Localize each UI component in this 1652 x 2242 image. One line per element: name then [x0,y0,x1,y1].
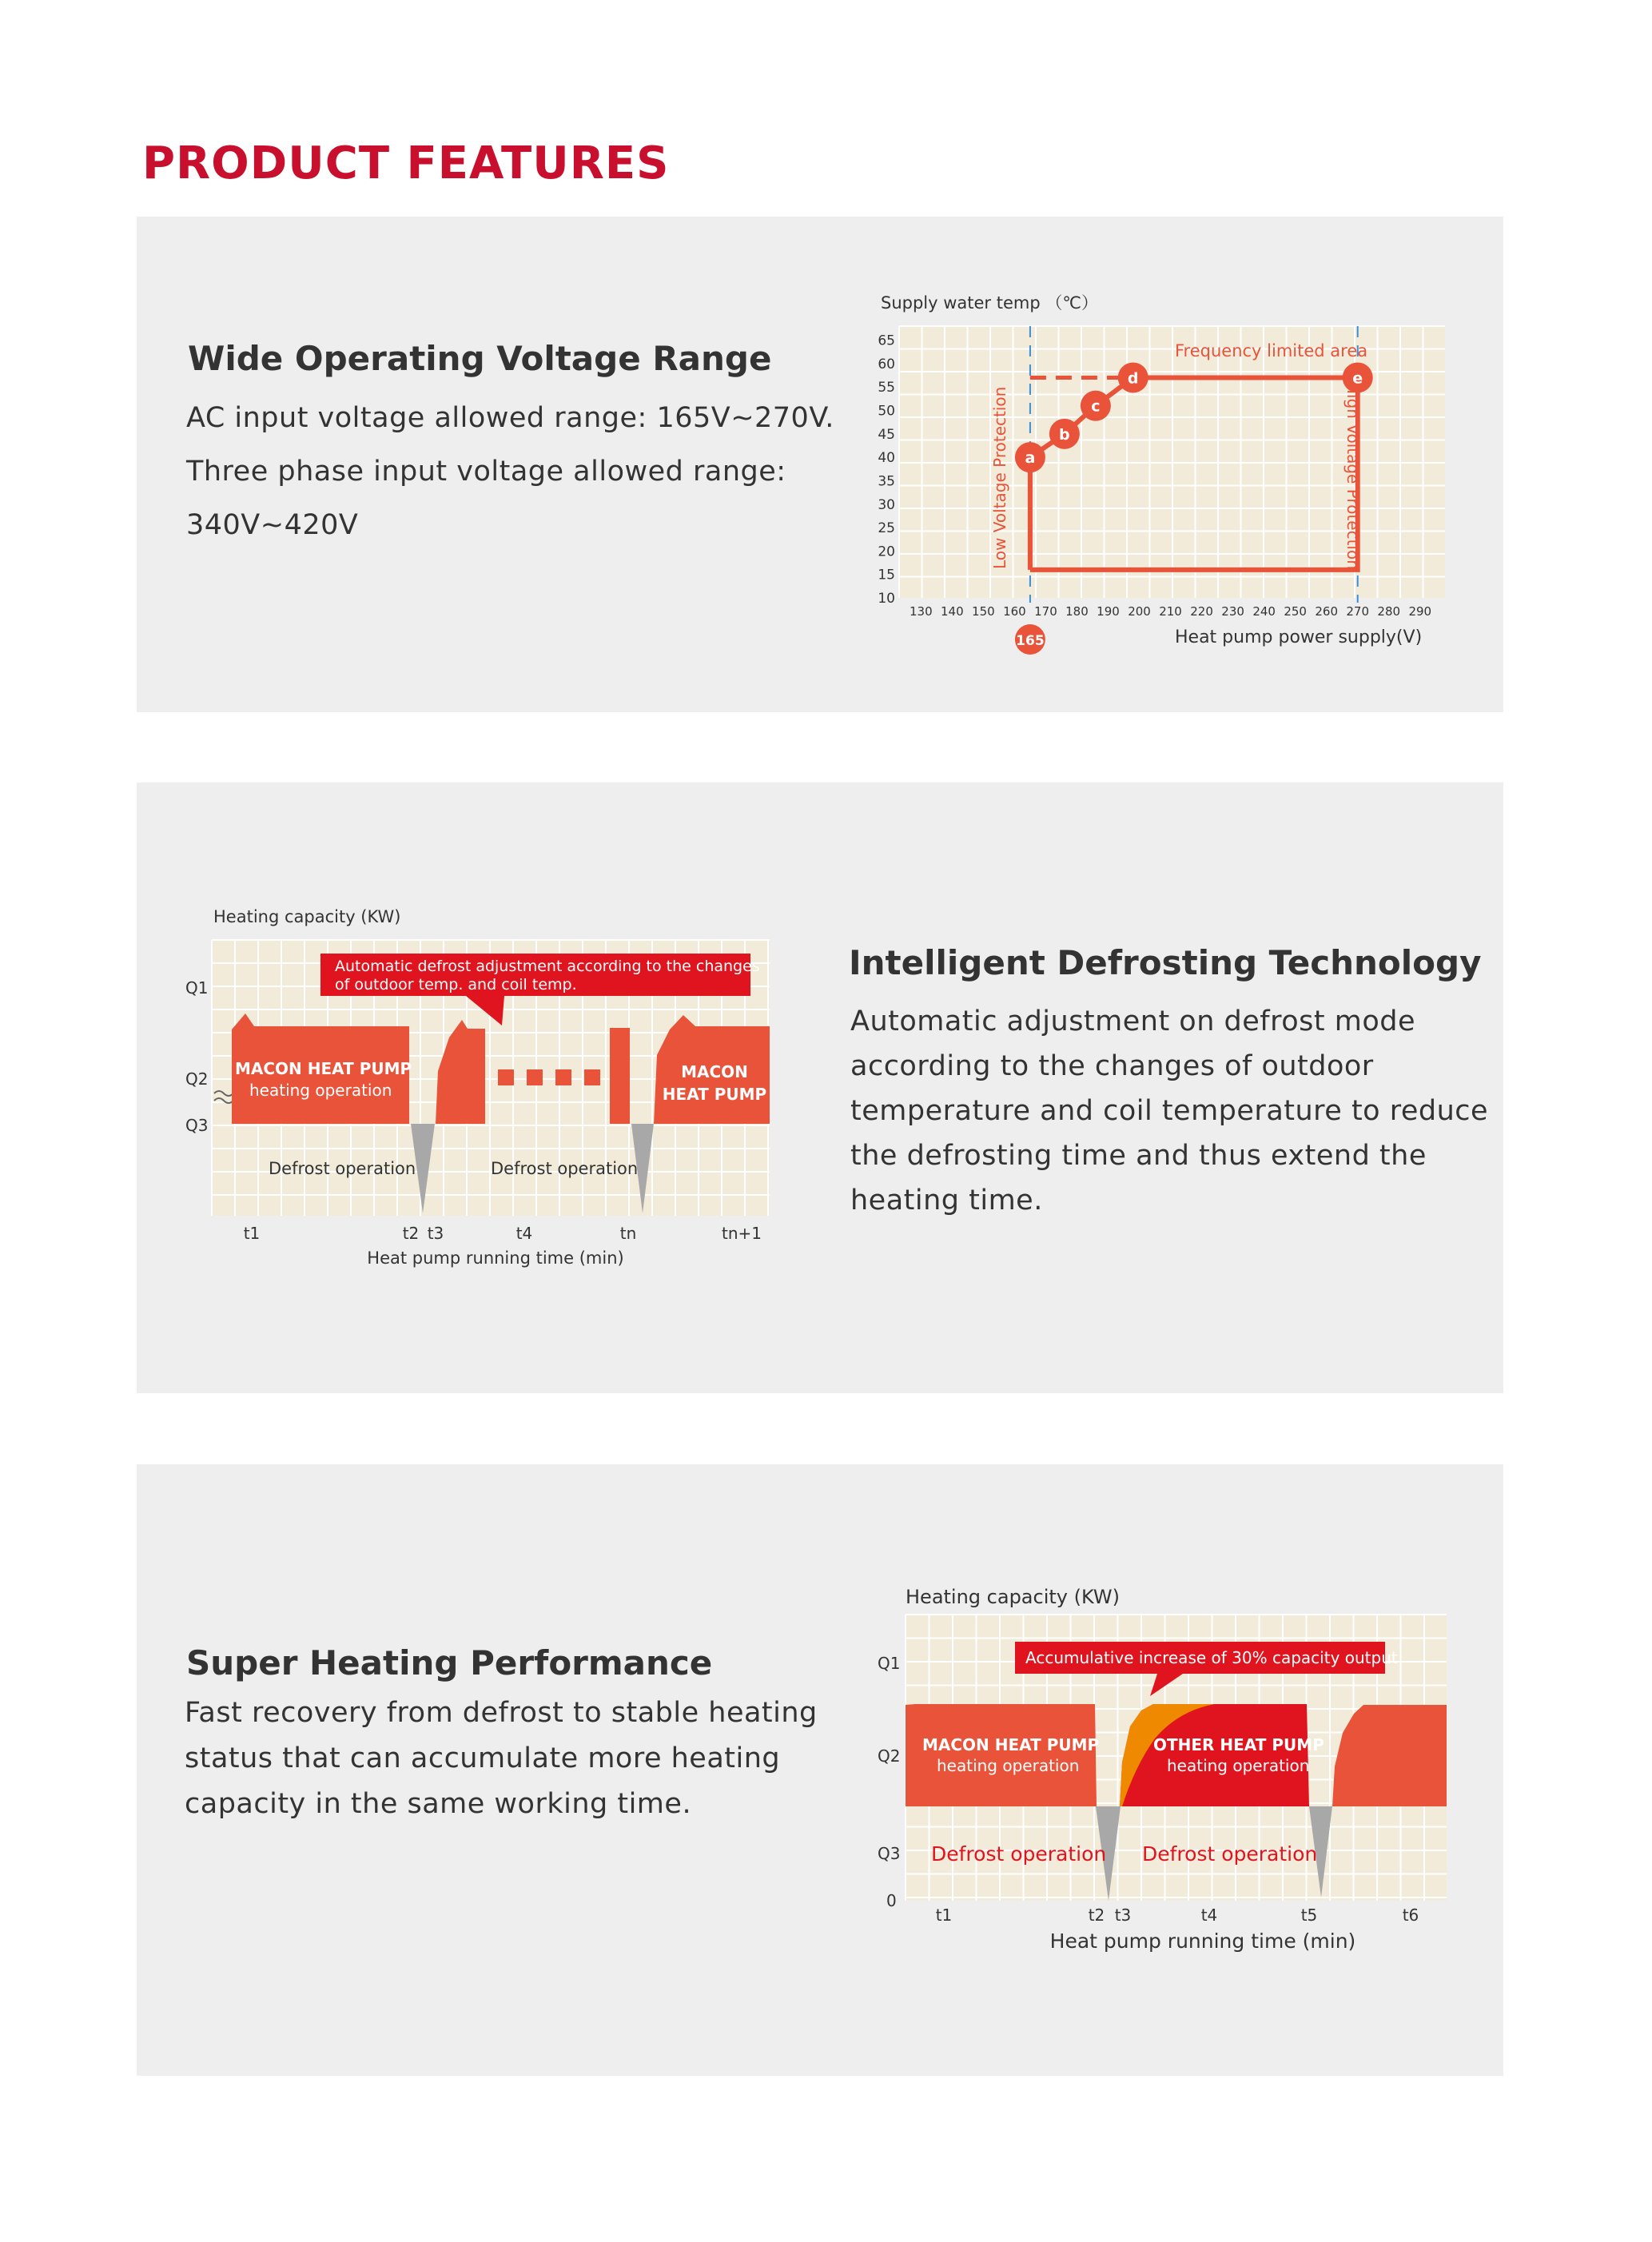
defrost-label: Defrost operation [269,1159,416,1178]
y-tick-label: 15 [878,567,895,583]
voltage-165-badge-label: 165 [1016,633,1045,649]
y-tick-label: 55 [878,380,895,396]
y-tick-q1: Q1 [878,1654,901,1673]
other-label: OTHER HEAT PUMP [1153,1735,1324,1754]
point-a-label: a [1025,449,1036,468]
y-tick-label: 35 [878,473,895,490]
feature-text-line: AC input voltage allowed range: 165V~270V. [186,402,834,434]
page-title: PRODUCT FEATURES [142,137,670,189]
macon-sublabel: heating operation [249,1081,392,1100]
y-tick-q1: Q1 [185,978,209,998]
y-tick-q3: Q3 [878,1844,901,1863]
callout-text: Accumulative increase of 30% capacity output [1025,1648,1398,1667]
point-b-label: b [1059,425,1070,444]
right-macon-label: HEAT PUMP [662,1085,767,1104]
y-tick-q2: Q2 [185,1069,209,1089]
x-tick-t4: t4 [516,1224,533,1243]
x-tick-label: 190 [1097,604,1120,619]
x-tick-t2: t2 [1088,1906,1105,1925]
defrost-label: Defrost operation [1142,1842,1318,1866]
frequency-limited-label: Frequency limited area [1175,341,1368,360]
x-tick-label: 200 [1128,604,1151,619]
right-macon-label: MACON [681,1062,748,1081]
x-tick-label: 220 [1190,604,1213,619]
x-tick-label: 160 [1003,604,1026,619]
x-tick-label: 260 [1315,604,1339,619]
feature-text-line: Three phase input voltage allowed range: [186,456,786,488]
y-tick-label: 20 [878,544,895,560]
y-tick-q3: Q3 [185,1116,209,1135]
x-tick-label: 140 [941,604,964,619]
x-tick-t2: t2 [402,1224,420,1243]
feature-title-heating: Super Heating Performance [186,1643,713,1682]
x-tick-label: 230 [1221,604,1244,619]
feature-title-voltage: Wide Operating Voltage Range [188,339,772,378]
y-tick-zero: 0 [886,1891,897,1910]
x-tick-tn-plus-1: tn+1 [722,1224,762,1243]
point-d-label: d [1127,369,1139,388]
x-tick-t3: t3 [1114,1906,1132,1925]
feature-text-line: temperature and coil temperature to reduce [850,1095,1489,1127]
x-tick-label: 240 [1252,604,1276,619]
y-tick-label: 40 [878,450,895,467]
feature-text-line: heating time. [850,1185,1043,1217]
y-tick-label: 50 [878,403,895,420]
macon-label: MACON HEAT PUMP [235,1059,412,1078]
x-tick-label: 250 [1284,604,1307,619]
defrost-label: Defrost operation [491,1159,639,1178]
feature-text-line: Fast recovery from defrost to stable heating [185,1697,818,1729]
x-tick-t4: t4 [1200,1906,1218,1925]
x-tick-label: 170 [1034,604,1057,619]
x-tick-label: 130 [909,604,933,619]
high-voltage-label: High Voltage Protection [1343,382,1363,570]
x-tick-label: 280 [1377,604,1401,619]
y-tick-label: 60 [878,356,895,372]
y-axis-label: Heating capacity (KW) [213,907,401,926]
x-tick-label: 210 [1159,604,1182,619]
y-tick-label: 30 [878,496,895,513]
feature-text-line: Automatic adjustment on defrost mode [850,1006,1415,1037]
x-tick-tn: tn [619,1224,637,1243]
x-tick-t6: t6 [1402,1906,1419,1925]
x-tick-label: 150 [972,604,995,619]
low-voltage-label: Low Voltage Protection [990,386,1009,569]
point-e-label: e [1352,369,1363,388]
x-axis-label: Heat pump running time (min) [1049,1929,1356,1953]
x-tick-label: 290 [1408,604,1432,619]
y-tick-label: 65 [878,333,895,349]
x-axis-label: Heat pump power supply(V) [1175,627,1423,647]
x-tick-t3: t3 [427,1224,444,1243]
x-tick-label: 270 [1346,604,1370,619]
feature-text-line: according to the changes of outdoor [850,1050,1374,1082]
x-tick-t5: t5 [1300,1906,1318,1925]
feature-text-line: capacity in the same working time. [185,1788,692,1820]
y-axis-label: Supply water temp （℃） [881,293,1098,313]
y-axis-label: Heating capacity (KW) [906,1586,1120,1608]
macon-sublabel: heating operation [937,1756,1080,1775]
x-axis-label: Heat pump running time (min) [367,1248,624,1268]
y-tick-label: 25 [878,520,895,537]
callout-text-line: of outdoor temp. and coil temp. [335,976,577,994]
feature-text-line: the defrosting time and thus extend the [850,1140,1427,1172]
feature-text-line: 340V~420V [186,509,359,541]
feature-title-defrost: Intelligent Defrosting Technology [849,943,1482,982]
point-c-label: c [1091,397,1101,416]
defrost-label: Defrost operation [931,1842,1107,1866]
macon-label: MACON HEAT PUMP [922,1735,1100,1754]
other-sublabel: heating operation [1167,1756,1310,1775]
macon-heating-block [906,1704,1100,1806]
y-tick-q2: Q2 [878,1746,901,1766]
x-tick-t1: t1 [935,1906,953,1925]
feature-text-line: status that can accumulate more heating [185,1742,781,1774]
x-tick-label: 180 [1065,604,1089,619]
callout-text-line: Automatic defrost adjustment according to the changes [335,958,760,975]
x-tick-t1: t1 [243,1224,261,1243]
y-tick-label: 45 [878,426,895,443]
y-tick-label: 10 [878,591,895,607]
